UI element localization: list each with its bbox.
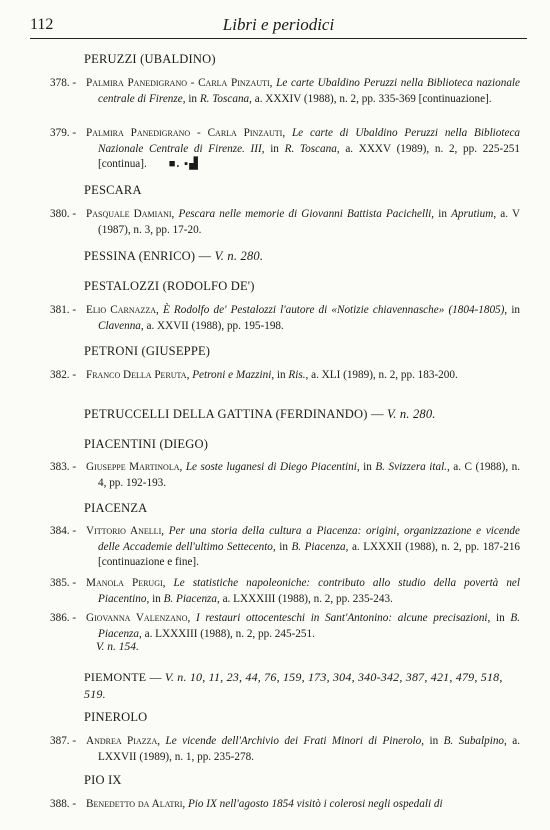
separator: ,: [171, 208, 179, 220]
author: Carla Pinzauti: [207, 127, 283, 139]
entry-380: [50, 207, 520, 238]
separator: ,: [187, 612, 196, 624]
separator: , in: [431, 208, 452, 220]
entry-387: [50, 734, 520, 765]
author: Giuseppe Martinola: [86, 461, 180, 473]
section-heading: PIO IX: [84, 773, 122, 787]
heading-name: PETRUCCELLI DELLA GATTINA (FERDINANDO): [84, 407, 368, 421]
entry-number: 382. -: [50, 369, 77, 381]
running-title: Libri e periodici: [222, 15, 335, 34]
entry-385: [50, 576, 520, 607]
title: Le vicende dell'Archivio dei Frati Minori di Pinerolo: [165, 735, 422, 747]
entry-388: [50, 797, 520, 813]
cross-reference: V. n. 10, 11, 23, 44, 76, 159, 173, 304, 340-342, 387, 421, 479, 518, 519.: [84, 670, 503, 701]
title: È Rodolfo de' Pestalozzi l'autore di «Notizie chiavennasche» (1804-1805): [162, 304, 505, 316]
author: Palmira Panedigrano: [86, 127, 191, 139]
section-heading: PETRONI (GIUSEPPE): [84, 344, 211, 358]
journal: Clavenna: [98, 319, 141, 332]
entry-386: [50, 611, 520, 642]
page-header: [30, 14, 527, 39]
entry-379: [50, 126, 520, 173]
author: Giovanna Valenzano: [86, 612, 188, 624]
title: I restauri ottocenteschi in Sant'Antonino: alcune precisazioni: [195, 612, 488, 624]
title: Per una storia della cultura a Piacenza: origini, organizzazione e vicende delle Accademie dell'ultimo Settecento: [98, 525, 520, 553]
citation: , a. XLI (1989), n. 2, pp. 183-200.: [305, 369, 458, 381]
citation: , a. XXXV (1989), n. 2, pp. 225-251 [continua].: [98, 142, 520, 170]
journal: R. Toscana: [199, 92, 250, 105]
author: Palmira Panedigrano: [86, 77, 187, 89]
entry-number: 384. -: [50, 525, 77, 537]
section-heading: PESCARA: [84, 183, 142, 197]
entry-number: 378. -: [50, 77, 77, 89]
journal: B. Piacenza: [163, 592, 217, 605]
page-number: 112: [30, 16, 54, 33]
citation: , a. LXXVII (1989), n. 1, pp. 235-278.: [98, 735, 521, 763]
separator: ,: [186, 369, 193, 381]
journal: B. Piacenza: [291, 540, 346, 553]
title: Pio IX nell'agosto 1854 visitò i colerosi negli ospedali di: [187, 798, 443, 810]
separator: , in: [272, 540, 292, 553]
citation: , a. LXXXIII (1988), n. 2, pp. 245-251.: [139, 627, 315, 640]
citation: , a. LXXXIII (1988), n. 2, pp. 235-243.: [217, 592, 393, 605]
separator: ,: [157, 735, 166, 747]
heading-name: PIEMONTE: [84, 670, 147, 684]
entry-number: 379. -: [50, 127, 77, 139]
dash: —: [146, 670, 165, 684]
title: Le soste luganesi di Diego Piacentini: [185, 461, 357, 473]
separator: ,: [282, 127, 292, 139]
title: Le carte di Ubaldino Peruzzi nella Biblioteca Nazionale Centrale di Firenze. III: [98, 127, 521, 155]
section-heading: PESTALOZZI (RODOLFO DE'): [84, 279, 255, 293]
citation: , a. V (1987), n. 3, pp. 17-20.: [98, 208, 521, 236]
journal: B. Piacenza: [98, 612, 521, 640]
entry-number: 385. -: [50, 577, 77, 589]
entry-383: [50, 460, 520, 491]
separator: , in: [271, 369, 289, 381]
section-heading: [84, 407, 436, 422]
citation: , a. LXXXII (1988), n. 2, pp. 187-216 [continuazione e fine].: [98, 540, 521, 568]
dash: —: [367, 407, 387, 421]
author: Benedetto da Alatri: [86, 798, 183, 810]
author: Andrea Piazza: [86, 735, 158, 747]
library-stamp: ■. ▪▟: [168, 158, 199, 170]
separator: , in: [504, 304, 521, 316]
author: Vittorio Anelli: [86, 525, 162, 537]
section-heading: [84, 249, 263, 264]
section-heading: PERUZZI (UBALDINO): [84, 52, 216, 66]
author: Carla Pinzauti: [198, 77, 270, 89]
separator: ,: [162, 577, 174, 589]
separator: , in: [487, 612, 511, 624]
entry-382: [50, 368, 520, 384]
entry-384: [50, 524, 520, 571]
title: Petroni e Mazzini: [192, 369, 272, 381]
journal: B. Subalpino: [443, 735, 505, 747]
cross-reference: V. n. 280.: [214, 249, 264, 263]
section-heading: [84, 669, 520, 703]
author: Manola Perugi: [86, 577, 163, 589]
entry-381: [50, 303, 520, 334]
journal: R. Toscana: [284, 142, 337, 155]
entry-number: 381. -: [50, 304, 77, 316]
separator: ,: [179, 461, 186, 473]
citation: , a. XXXIV (1988), n. 2, pp. 335-369 [continuazione].: [249, 92, 492, 105]
author: Pasquale Damiani: [86, 208, 172, 220]
entry-378: [50, 76, 520, 107]
separator: , in: [356, 461, 376, 473]
separator: , in: [261, 142, 285, 155]
cross-reference: V. n. 154.: [96, 641, 139, 653]
author: Franco Della Peruta: [86, 369, 187, 381]
entry-number: 387. -: [50, 735, 77, 747]
author: Elio Carnazza: [86, 304, 156, 316]
separator: ,: [161, 525, 169, 537]
separator: , in: [182, 92, 200, 105]
separator: ,: [182, 798, 188, 810]
separator: -: [187, 77, 199, 89]
separator: , in: [421, 735, 444, 747]
cross-reference: V. n. 280.: [386, 407, 436, 421]
entry-number: 383. -: [50, 461, 77, 473]
entry-number: 380. -: [50, 208, 77, 220]
journal: Ris.: [288, 369, 306, 381]
journal: Aprutium: [451, 208, 494, 220]
journal: B. Svizzera ital.: [375, 461, 447, 473]
heading-name: PESSINA (ENRICO): [84, 249, 196, 263]
separator: -: [190, 127, 208, 139]
title: Le statistiche napoleoniche: contributo allo studio della povertà nel Piacentino: [98, 577, 520, 605]
separator: ,: [156, 304, 163, 316]
title: Le carte Ubaldino Peruzzi nella Biblioteca nazionale centrale di Firenze: [98, 77, 521, 105]
entry-number: 388. -: [50, 798, 77, 810]
citation: , a. C (1988), n. 4, pp. 192-193.: [98, 461, 521, 489]
entry-number: 386. -: [50, 612, 77, 624]
title: Pescara nelle memorie di Giovanni Battista Pacichelli: [178, 208, 432, 220]
section-heading: PIACENZA: [84, 501, 148, 515]
citation: , a. XXVII (1988), pp. 195-198.: [140, 319, 284, 332]
section-heading: PINEROLO: [84, 710, 148, 724]
section-heading: PIACENTINI (DIEGO): [84, 437, 209, 451]
dash: —: [195, 249, 215, 263]
separator: , in: [146, 592, 164, 605]
separator: ,: [269, 77, 277, 89]
